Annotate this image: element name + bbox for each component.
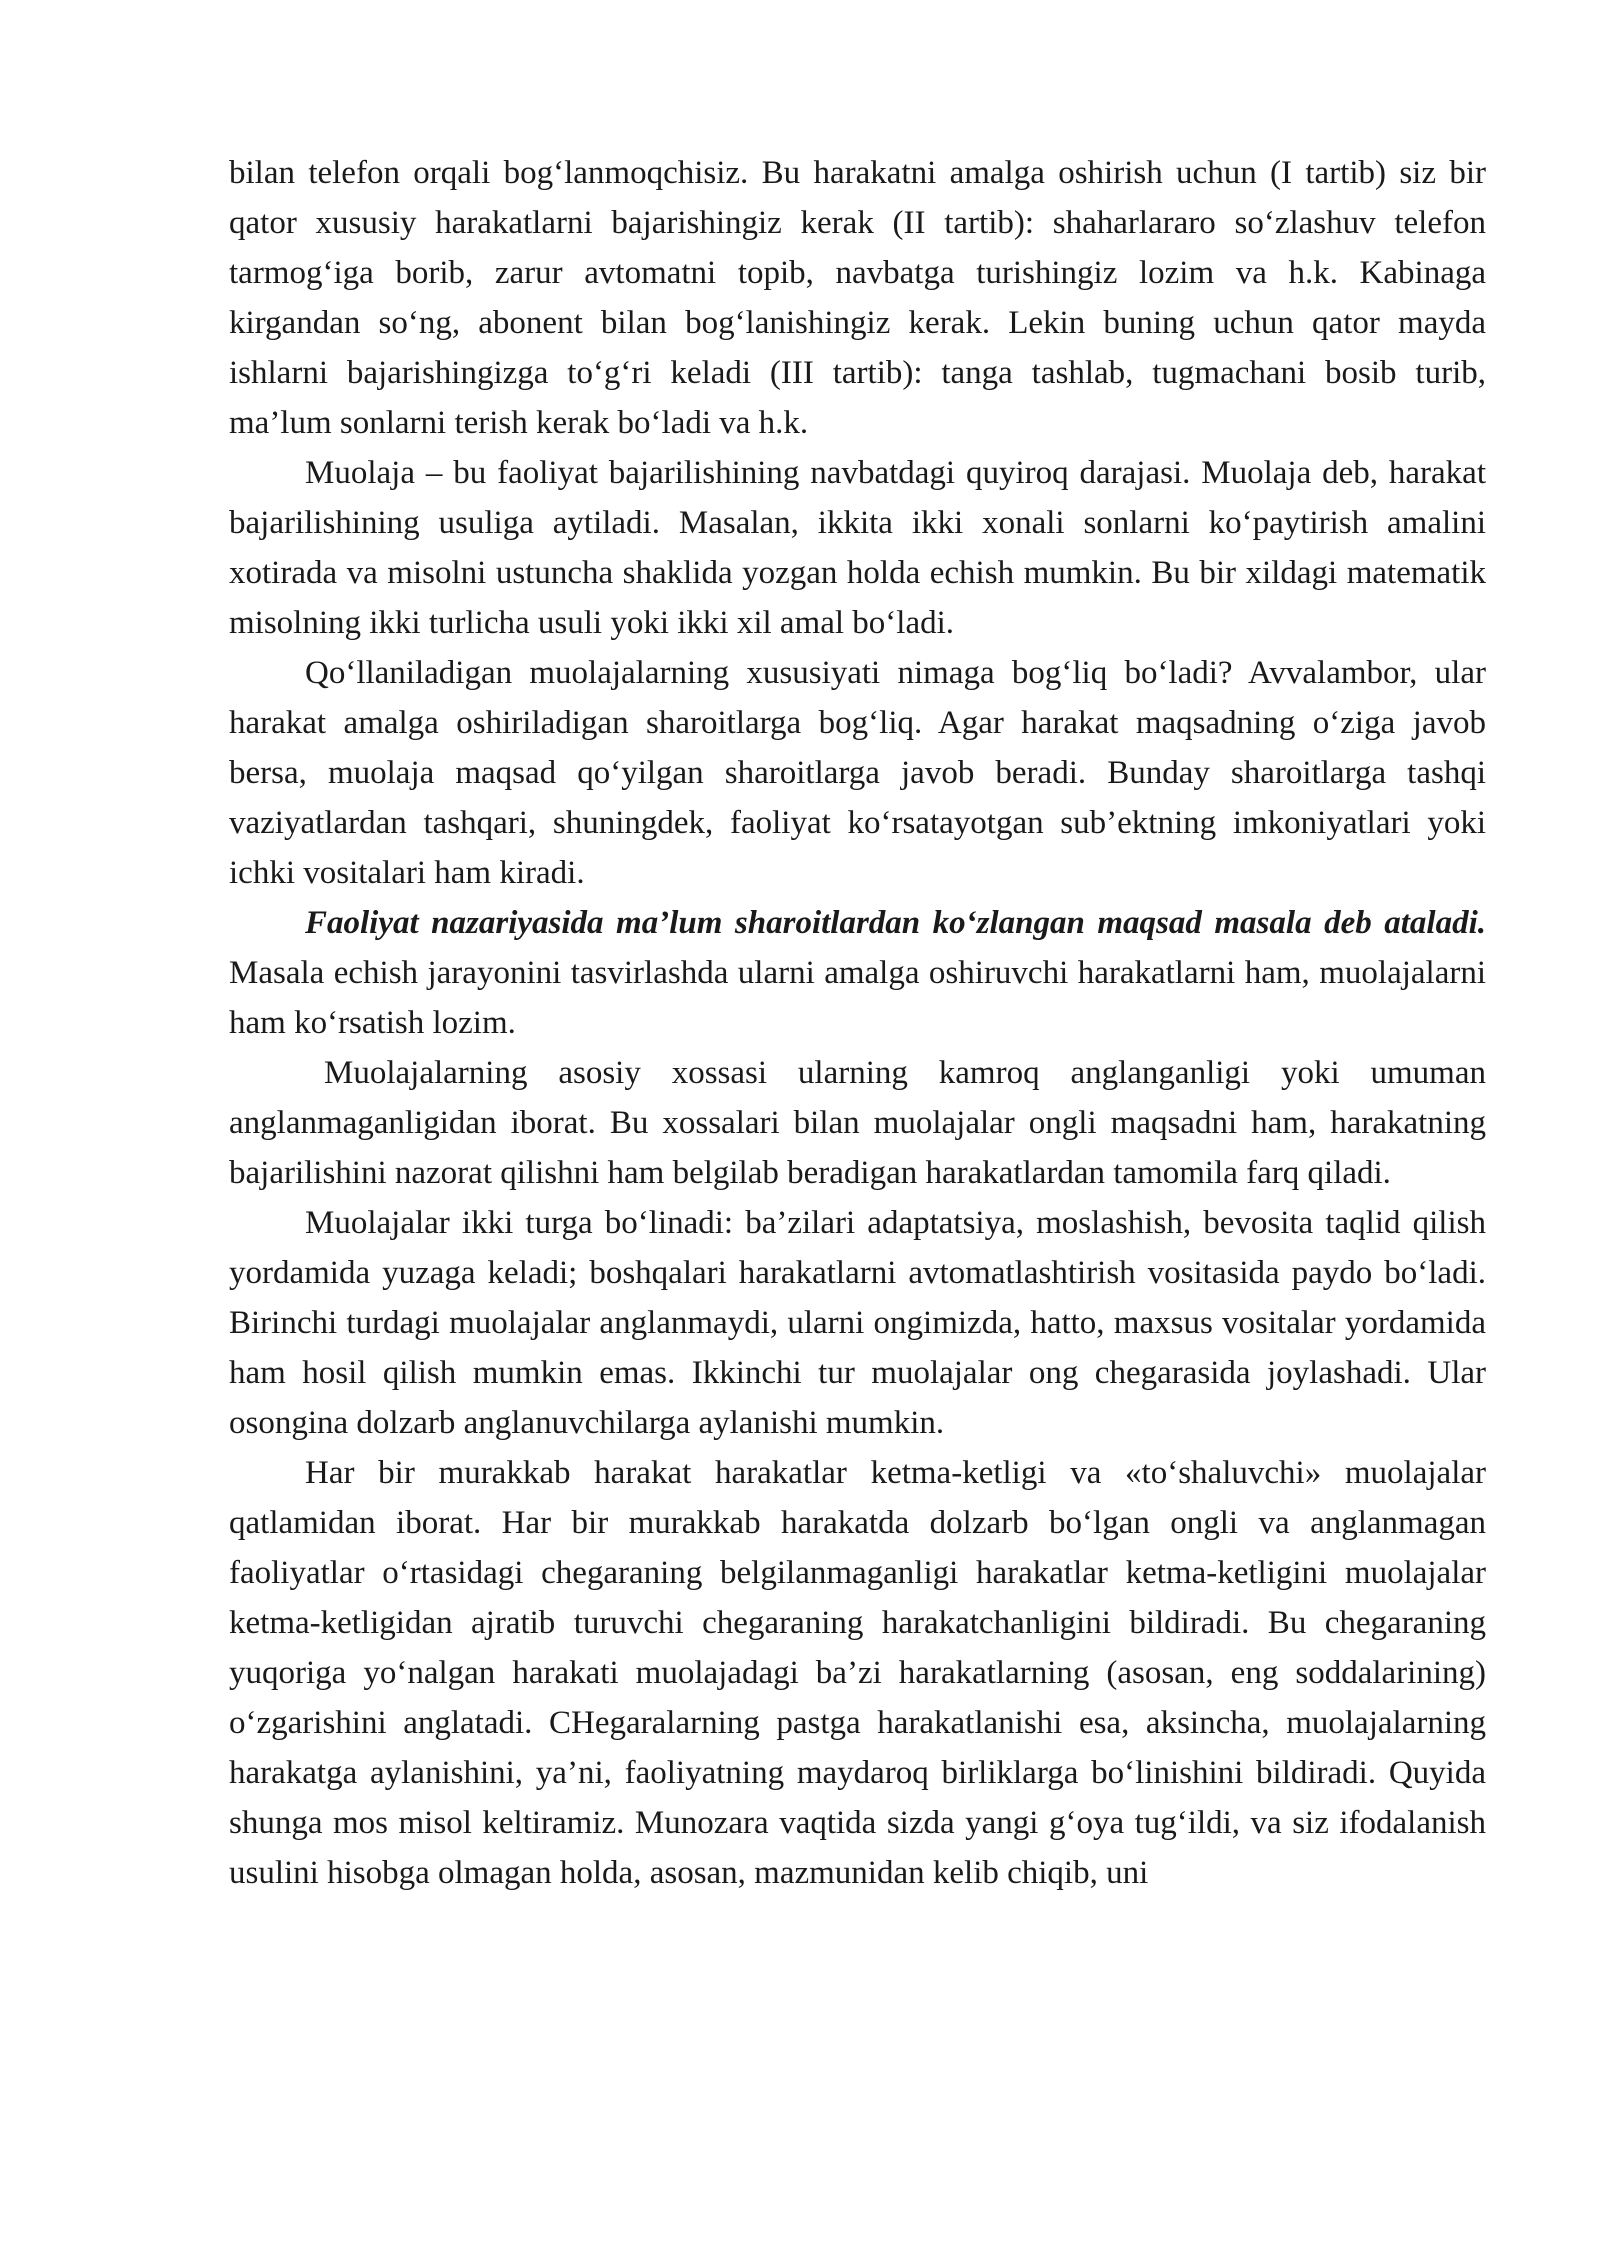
definition-term: Faoliyat nazariyasida ma’lum sharoitlardan ko‘zlangan maqsad masala deb ataladi. <box>305 905 1486 941</box>
paragraph-2: Muolaja – bu faoliyat bajarilishining navbatdagi quyiroq darajasi. Muolaja deb, harakat bajarilishining usuliga aytiladi. Masalan, ikkita ikki xonali sonlarni ko‘paytirish amalini xotirada va misolni ustuncha shaklida yozgan holda echish mumkin. Bu bir xildagi matematik misolning ikki turlicha usuli yoki ikki xil amal bo‘ladi. <box>229 455 1486 641</box>
paragraph-4-text: Masala echish jarayonini tasvirlashda ularni amalga oshiruvchi harakatlarni ham, muolajalarni ham ko‘rsatish lozim. <box>229 955 1486 1041</box>
document-page <box>229 148 1486 1898</box>
paragraph-3: Qo‘llaniladigan muolajalarning xususiyati nimaga bog‘liq bo‘ladi? Avvalambor, ular harakat amalga oshiriladigan sharoitlarga bog‘liq. Agar harakat maqsadning o‘ziga javob bersa, muolaja maqsad qo‘yilgan sharoitlarga javob beradi. Bunday sharoitlarga tashqi vaziyatlardan tashqari, shuningdek, faoliyat ko‘rsatayotgan sub’ektning imkoniyatlari yoki ichki vositalari ham kiradi. <box>229 655 1486 891</box>
paragraph-5: Muolajalarning asosiy xossasi ularning kamroq anglanganligi yoki umuman anglanmaganligidan iborat. Bu xossalari bilan muolajalar ongli maqsadni ham, harakatning bajarilishini nazorat qilishni ham belgilab beradigan harakatlardan tamomila farq qiladi. <box>229 1055 1486 1191</box>
paragraph-4 <box>229 898 1486 1048</box>
paragraph-6: Muolajalar ikki turga bo‘linadi: ba’zilari adaptatsiya, moslashish, bevosita taqlid qilish yordamida yuzaga keladi; boshqalari harakatlarni avtomatlashtirish vositasida paydo bo‘ladi. Birinchi turdagi muolajalar anglanmaydi, ularni ongimizda, hatto, maxsus vositalar yordamida ham hosil qilish mumkin emas. Ikkinchi tur muolajalar ong chegarasida joylashadi. Ular osongina dolzarb anglanuvchilarga aylanishi mumkin. <box>229 1205 1486 1441</box>
paragraph-7: Har bir murakkab harakat harakatlar ketma-ketligi va «to‘shaluvchi» muolajalar qatlamidan iborat. Har bir murakkab harakatda dolzarb bo‘lgan ongli va anglanmagan faoliyatlar o‘rtasidagi chegaraning belgilanmaganligi harakatlar ketma-ketligini muolajalar ketma-ketligidan ajratib turuvchi chegaraning harakatchanligini bildiradi. Bu chegaraning yuqoriga yo‘nalgan harakati muolajadagi ba’zi harakatlarning (asosan, eng soddalarining) o‘zgarishini anglatadi. CHegaralarning pastga harakatlanishi esa, aksincha, muolajalarning harakatga aylanishini, ya’ni, faoliyatning maydaroq birliklarga bo‘linishini bildiradi. Quyida shunga mos misol keltiramiz. Munozara vaqtida sizda yangi g‘oya tug‘ildi, va siz ifodalanish usulini hisobga olmagan holda, asosan, mazmunidan kelib chiqib, uni <box>229 1455 1486 1891</box>
paragraph-1: bilan telefon orqali bog‘lanmoqchisiz. Bu harakatni amalga oshirish uchun (I tartib) siz bir qator xususiy harakatlarni bajarishingiz kerak (II tartib): shaharlararo so‘zlashuv telefon tarmog‘iga borib, zarur avtomatni topib, navbatga turishingiz lozim va h.k. Kabinaga kirgandan so‘ng, abonent bilan bog‘lanishingiz kerak. Lekin buning uchun qator mayda ishlarni bajarishingizga to‘g‘ri keladi (III tartib): tanga tashlab, tugmachani bosib turib, ma’lum sonlarni terish kerak bo‘ladi va h.k. <box>229 155 1486 441</box>
